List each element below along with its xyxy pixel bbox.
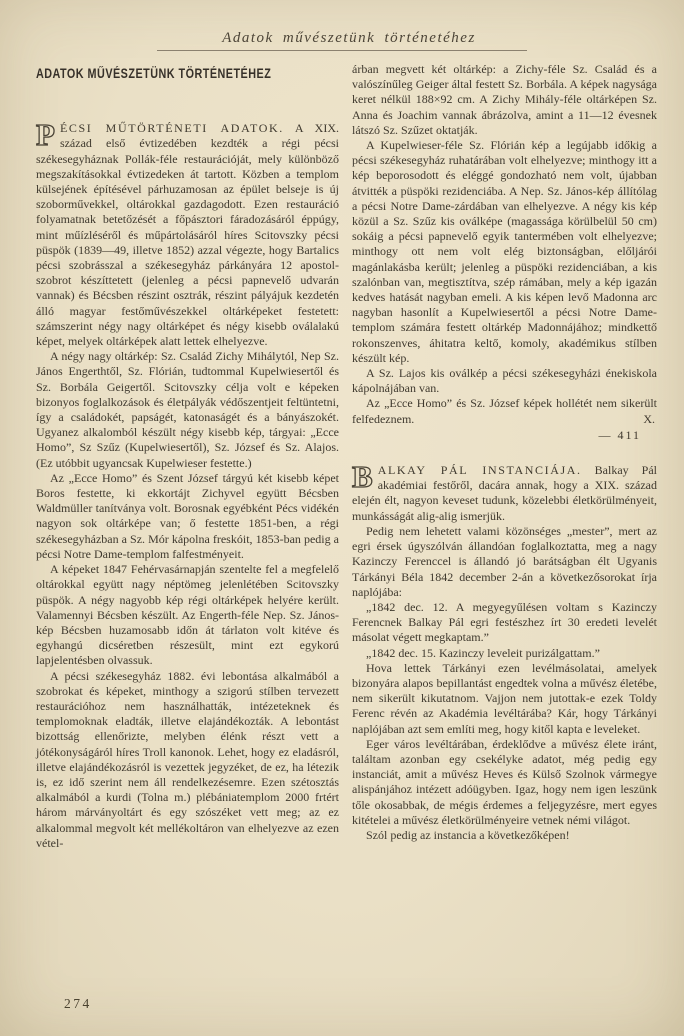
paragraph-balkay-3: Hova lettek Tárkányi ezen levélmásolatai, amelyek bizonyára alapos bepillantást engedtek volna a művész életébe, nem sikerült kikutatnom. Vajjon nem jutottak-e ezek Toldy Ferenc révén az Akadémia levéltárába? Kár, hogy Tárkányi naplójában azt sem említi meg, hogy kitől kapta e leveleket. <box>352 660 657 736</box>
paragraph-pecsi-5: A pécsi székesegyház 1882. évi lebontása alkalmából a szobrokat és képeket, minthogy a szigorú stílben tervezett restaurációhoz nem használhatták, intézeteknek és templomoknak eladták, illetve elajándékozták. A lebontást bizottság ellenőrizte, melyben élénk részt vett a jótékonyságáról híres Troll kanonok. Lehet, hogy ez eladásról, illetve elajándékozásról is vezettek jegyzéket, de ez, ha létezik is, ez idő szerint nem áll rendelkezésemre. Ezen szétosztás alkalmából a kurdi (Tolna m.) plébániatemplom 2000 frtért három márványoltárt és egy szószéket vett meg; az ez alkalommal megvolt két mellékoltáron van elhelyezve az ezen vétel- <box>36 668 339 850</box>
paragraph-lead: ÉCSI MŰTÖRTÉNETI ADATOK. <box>59 121 284 136</box>
paragraph-pecsi-2: A négy nagy oltárkép: Sz. Család Zichy Mihálytól, Nep Sz. János Engerthtől, Sz. Flórián, tudtommal Kupelwiesertől és Sz. Borbála Geigertől. Scitovszky célja volt e képeken bizonyos foglalkozások és életpályák védőszentjeit feltüntetni, így a családokét, papságét, katonaságét és a bányászokét. Ugyanez alkalomból készült négy kisebb kép, tárgyai: „Ecce Homo”, Sz Szűz (Kupelwiesertől), Sz. József és Sz. Alajos. (Ez utóbbit ugyancsak Kupelwieser festette.) <box>36 349 339 470</box>
reference-number: — 411 <box>598 427 641 442</box>
drop-cap-initial: P <box>36 117 55 153</box>
paragraph-balkay-5: Szól pedig az instancia a következőképen! <box>366 827 570 842</box>
left-column <box>36 62 339 851</box>
paragraph-text: A XIX. század első évtizedében kezdték a régi pécsi székesegyháznak Pollák-féle restaurációját, mely különböző megszakításokkal évtizedeken át tartott. Közben a templom külsejének építésével párhuzamosan az épület belseje is új szoborművekkel, oltárokkal gazdagodott. Ezen restauráció folyamatnak betetőzését a főpásztori fáradozásáról éppúgy, mint műízléséről és műpártolásáról híres Scitovszky pécsi püspök (1839—49, illetve 1852) azzal végezte, hogy Bartalics pécsi szobrásszal a székesegyház párkányára 12 apostol-szobrot készíttetett (jelenleg a pécsi papnevelő udvarán vannak) és Bécsben részint osztrák, részint pályájuk kezdetén álló magyar festőművészekkel oltárképeket festetett: számszerint négy nagy oltárképet és négy kisebb oválalakú képet, melyek oltárképek alatt lettek elhelyezve. <box>36 121 339 349</box>
paragraph-lead: ALKAY PÁL INSTANCIÁJA. <box>377 463 582 478</box>
article-balkay <box>352 459 657 843</box>
right-column <box>352 62 657 843</box>
paragraph-diary-quote-2: „1842 dec. 15. Kazinczy leveleit purizálgattam.” <box>366 645 600 660</box>
paragraph-text: Balkay Pál akadémiai festőről, dacára annak, hogy a XIX. század elején élt, nagyon keveset tudunk, közelebbi életkörülményeit, munkásságát alig-alig ismerjük. <box>352 463 657 523</box>
paragraph-ecce-homo <box>352 396 657 426</box>
paragraph-continuation: árban megvett két oltárkép: a Zichy-féle Sz. Család és a valószínűleg Geiger által festett Sz. Borbála. A képek nagysága keret nélkül 188×92 cm. A Zichy Mihály-féle oltárképen Sz. Anna és Joachim vannak ábrázolva, amint a 11—12 évesnek látszó Sz. Szűzet oktatják. <box>352 62 657 137</box>
paragraph-balkay-2: Pedig nem lehetett valami közönséges „mester”, mert az egri érsek úgyszólván állandóan foglalkoztatta, meg a nagy Kazinczy Ferenccel is állandó jó barátságban élt Ugyanis Tárkányi Béla 1842 december 2-án a következősorokat írja naplójába: <box>352 523 657 599</box>
running-head: Adatok művészetünk történetéhez <box>222 30 476 46</box>
paragraph-pecsi-3: Az „Ecce Homo” és Szent József tárgyú két kisebb képet Boros festette, ki ekkortájt Zichyvel együtt Bécsben Waldmüller tanítványa volt. Borosnak egyébként Pécs vidékén nagyon sok oltárképe van; ő festette 1851-ben, a régi székesegyházban a Sz. Mór kápolna freskóit, 1853-ban pedig a pécsi Notre Dame-templom falfestményeit. <box>36 470 339 561</box>
paragraph-sz-lajos: A Sz. Lajos kis oválkép a pécsi székesegyházi énekiskola kápolnájában van. <box>352 366 657 396</box>
title-spacer <box>36 81 339 121</box>
paragraph-balkay-4: Eger város levéltárában, érdeklődve a művész élete iránt, találtam azonban egy csekélyke adatot, még pedig egy instanciát, amit a művész Heves és Külső Szolnok vármegye alispánjához intézett adóügyben. Igaz, hogy nem igen leszünk tőle okosabbak, de mégis érdemes a feljegyzésre, mert egyes kitételei a művész életkörülményeire vetnek némi világot. <box>352 736 657 827</box>
paragraph-pecsi-4: A képeket 1847 Fehérvasárnapján szentelte fel a megfelelő oltárokkal együtt nagy néptömeg jelenlétében Scitovszky püspök. A négy nagyobb kép régi oltárképek helyére került. Valamennyi Bécsben készült. Az Engerth-féle Nep. Sz. János-kép Bécsben huzamosabb időn át tárlaton volt kitéve és egyhangú dicséretben részesült, mint ezt egykorú lapjelentésben olvassuk. <box>36 562 339 668</box>
paragraph-diary-quote-1: „1842 dec. 12. A megyegyűlésen voltam s Kazinczy Ferencnek Balkay Pál egri festészhez írt 30 eredeti levelét másolat végett megkaptam.” <box>352 599 657 645</box>
drop-cap-initial: B <box>352 459 373 495</box>
paragraph-text: Az „Ecce Homo” és Sz. József képek hollétét nem sikerült felfedeznem. <box>352 396 657 426</box>
header-rule <box>157 50 527 51</box>
paragraph-pecsi-1 <box>36 117 339 349</box>
paragraph-kupelwieser: A Kupelwieser-féle Sz. Flórián kép a legújabb időkig a pécsi székesegyház ruhatárában volt elhelyezve; minthogy itt a kép beporosodott és eléggé gondozható nem volt, újabban átvitték a püspöki rezidenciába. A Nep. Sz. János-kép állítólag a pécsi Notre Dame-zárdában van elhelyezve. A négy kis kép közül a Sz. Szűz kis oválképe (magassága körülbelül 50 cm) sokáig a pécsi papnevelő egyik tantermében volt elhelyezve; minthogy ott nem volt elég biztonságban, előljárói magánlakásba került; jelenleg a püspöki rezidenciában, a kis szalónban van, megtisztítva, szép rámában, mely a kép igazán kedves hatását nagyban emeli. A kis képen levő Madonna arc nagyban hasonlít a Kupelwiesertől a pécsi Notre Dame-templom számára festett oltárkép Madonnájához; mindkettő rokonszenves, áhitatra keltő, komoly, akadémikus stílben készült kép. <box>352 138 657 365</box>
author-signature: X. <box>643 411 655 426</box>
section-title: ADATOK MŰVÉSZETÜNK TÖRTÉNETÉHEZ <box>36 66 272 82</box>
paragraph-balkay-1 <box>352 459 657 524</box>
page-number: 274 <box>64 996 92 1011</box>
